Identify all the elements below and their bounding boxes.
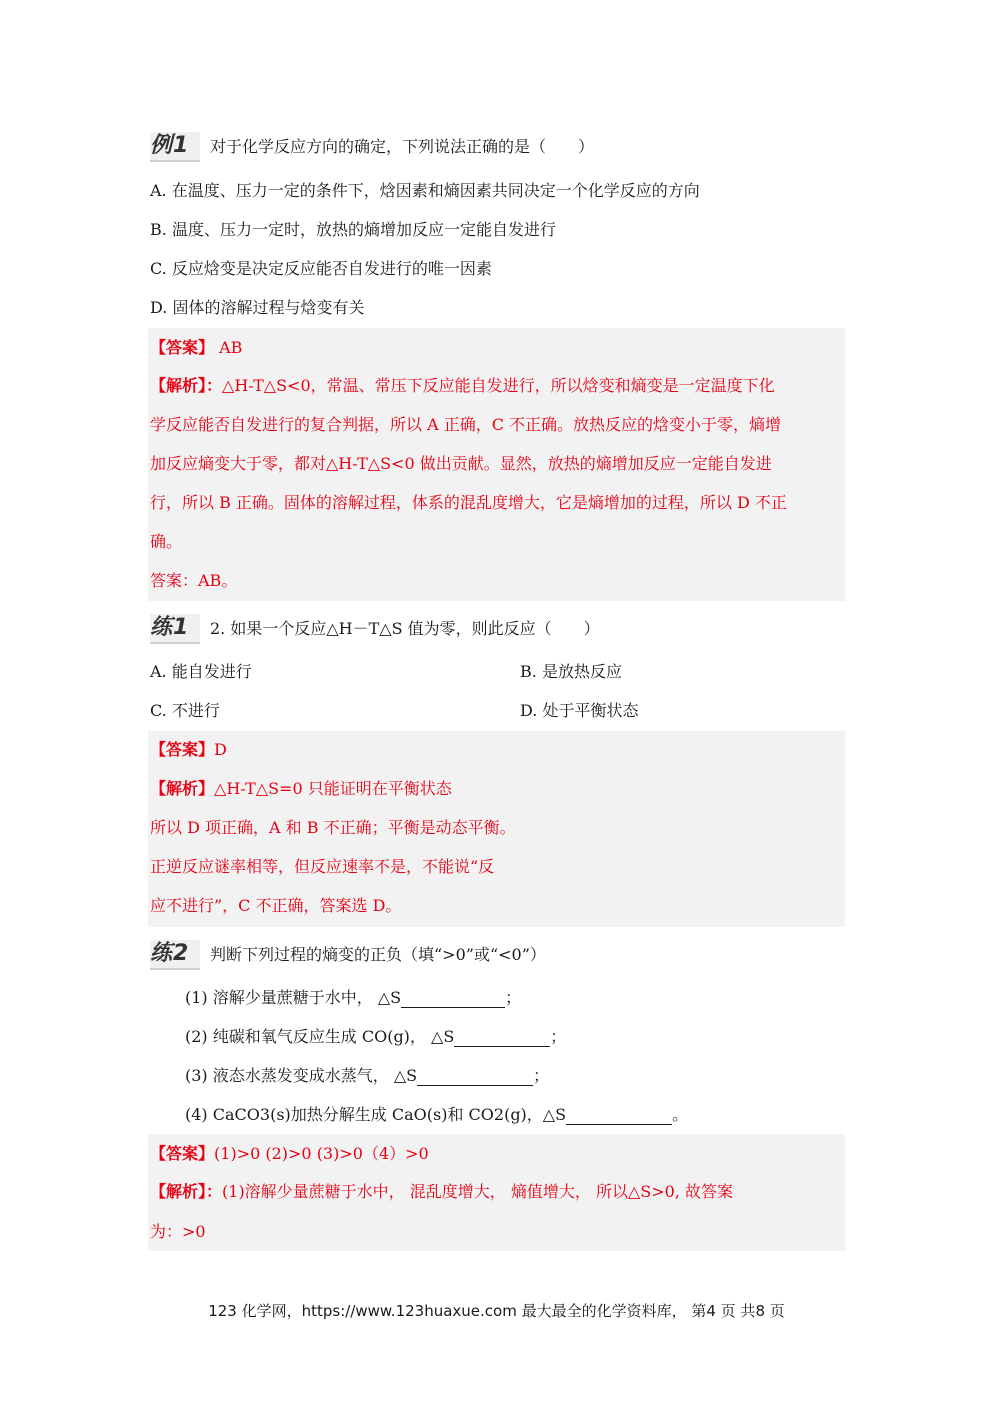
practice-1-answer <box>150 740 227 760</box>
practice-2-question-line <box>150 940 546 970</box>
option-letter: A. <box>150 662 167 681</box>
answer-label: 【答案】 <box>150 1144 215 1163</box>
answer-blank[interactable] <box>417 1069 533 1086</box>
practice-2-answer <box>150 1144 429 1164</box>
practice-2-analysis-line-2: 为：>0 <box>150 1222 206 1241</box>
item-end: ； <box>533 1066 550 1085</box>
item-end: 。 <box>672 1105 689 1124</box>
practice-1-option-c <box>150 701 220 721</box>
item-text: (2) 纯碳和氧气反应生成 CO(g)， △S <box>185 1027 455 1046</box>
analysis-label: 【解析】 <box>150 779 215 798</box>
option-letter: B. <box>520 662 537 681</box>
option-letter: A. <box>150 181 167 200</box>
practice-2-item-3 <box>185 1066 549 1086</box>
practice-2-item-2 <box>185 1027 566 1047</box>
option-text: 温度、压力一定时，放热的熵增加反应一定能自发进行 <box>171 220 556 239</box>
option-letter: C. <box>150 259 167 278</box>
option-text: 反应焓变是决定反应能否自发进行的唯一因素 <box>171 259 492 278</box>
item-text: (1) 溶解少量蔗糖于水中， △S <box>185 988 402 1007</box>
option-text: 是放热反应 <box>541 662 622 681</box>
answer-blank[interactable] <box>401 991 505 1008</box>
example-1-analysis-line-1 <box>150 376 775 396</box>
practice-2-tag: 练2 <box>150 940 200 970</box>
practice-1-tag: 练1 <box>150 614 200 644</box>
example-1-option-d <box>150 298 364 318</box>
item-text: (4) CaCO3(s)加热分解生成 CaO(s)和 CO2(g)，△S <box>185 1105 567 1124</box>
example-1-final-answer: 答案：AB。 <box>150 571 238 590</box>
option-text: 在温度、压力一定的条件下，焓因素和熵因素共同决定一个化学反应的方向 <box>171 181 700 200</box>
analysis-label: 【解析】： <box>150 1182 223 1201</box>
example-1-analysis-line-2: 学反应能否自发进行的复合判据，所以 A 正确，C 不正确。放热反应的焓变小于零，熵增 <box>150 415 782 434</box>
answer-blank[interactable] <box>454 1030 550 1047</box>
option-text: 能自发进行 <box>171 662 252 681</box>
item-end: ； <box>505 988 522 1007</box>
option-letter: B. <box>150 220 167 239</box>
analysis-label: 【解析】： <box>150 376 223 395</box>
answer-blank[interactable] <box>566 1108 672 1125</box>
item-text: (3) 液态水蒸发变成水蒸气， △S <box>185 1066 418 1085</box>
example-1-analysis-line-4: 行，所以 B 正确。固体的溶解过程，体系的混乱度增大，它是熵增加的过程，所以 D 不正 <box>150 493 787 512</box>
option-text: 固体的溶解过程与焓变有关 <box>172 298 365 317</box>
answer-label: 【答案】 <box>150 740 215 759</box>
practice-1-analysis-line-1 <box>150 779 452 799</box>
example-1-question: 对于化学反应方向的确定，下列说法正确的是（ ） <box>210 137 595 156</box>
practice-1-option-d <box>520 701 638 721</box>
practice-1-analysis-line-3: 正逆反应谜率相等，但反应速率不是，不能说“反 <box>150 857 495 876</box>
example-1-answer <box>150 338 242 358</box>
practice-2-item-1 <box>185 988 521 1008</box>
practice-1-analysis-line-2: 所以 D 项正确，A 和 B 不正确；平衡是动态平衡。 <box>150 818 516 837</box>
example-1-tag: 例1 <box>150 132 200 162</box>
answer-value: D <box>214 740 227 759</box>
item-end: ； <box>550 1027 567 1046</box>
practice-1-option-a <box>150 662 252 682</box>
analysis-text: △H-T△S=0 只能证明在平衡状态 <box>214 779 452 798</box>
option-letter: D. <box>520 701 538 720</box>
example-1-analysis-line-5: 确。 <box>150 532 183 551</box>
example-1-option-a <box>150 181 700 201</box>
answer-value: (1)>0 (2)>0 (3)>0（4）>0 <box>214 1144 429 1163</box>
option-letter: C. <box>150 701 167 720</box>
practice-1-option-b <box>520 662 622 682</box>
practice-2-item-4 <box>185 1105 688 1125</box>
analysis-text: △H-T△S<0，常温、常压下反应能自发进行，所以焓变和熵变是一定温度下化 <box>222 376 775 395</box>
analysis-text: (1)溶解少量蔗糖于水中， 混乱度增大， 熵值增大， 所以△S>0, 故答案 <box>222 1182 733 1201</box>
answer-value: AB <box>219 338 243 357</box>
answer-label: 【答案】 <box>150 338 215 357</box>
practice-2-analysis-line-1 <box>150 1182 733 1202</box>
option-letter: D. <box>150 298 168 317</box>
example-1-question-line <box>150 132 594 162</box>
example-1-analysis-line-3: 加反应熵变大于零，都对△H-T△S<0 做出贡献。显然，放热的熵增加反应一定能自发进 <box>150 454 772 473</box>
practice-1-question: 2. 如果一个反应△H－T△S 值为零，则此反应（ ） <box>210 619 600 638</box>
option-text: 处于平衡状态 <box>542 701 639 720</box>
example-1-option-b <box>150 220 556 240</box>
practice-2-question: 判断下列过程的熵变的正负（填“>0”或“<0”） <box>210 945 546 964</box>
practice-1-analysis-line-4: 应不进行”，C 不正确，答案选 D。 <box>150 896 402 915</box>
example-1-option-c <box>150 259 492 279</box>
option-text: 不进行 <box>171 701 220 720</box>
page-footer: 123 化学网，https://www.123huaxue.com 最大最全的化学资料库， 第4 页 共8 页 <box>208 1302 785 1320</box>
practice-1-question-line <box>150 614 600 644</box>
